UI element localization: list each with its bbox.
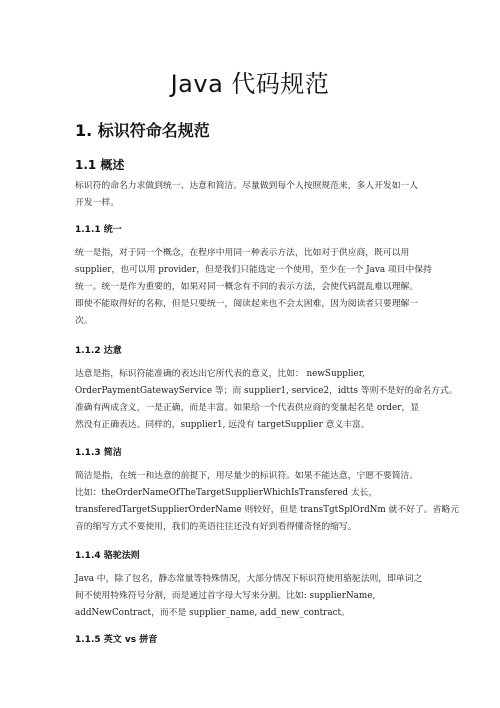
paragraph-line: 即使不能取得好的名称，但是只要统一，阅读起来也不会太困难，因为阅读者只要理解一 — [75, 299, 419, 309]
paragraph-line: 比如：theOrderNameOfTheTargetSupplierWhichIsTransfered 太长， — [75, 488, 378, 498]
paragraph-line: 音的缩写方式不要使用，我们的英语往往还没有好到看得懂奇怪的缩写。 — [75, 522, 357, 532]
section-1-1-heading: 1.1 概述 — [75, 158, 125, 172]
paragraph-line: addNewContract，而不是 supplier_name, add_new_contract。 — [75, 608, 350, 618]
paragraph-line: OrderPaymentGatewayService 等；而 supplier1, service2，idtts 等则不是好的命名方式。 — [75, 386, 458, 396]
paragraph-line: 次。 — [75, 316, 93, 326]
section-1-heading: 1. 标识符命名规范 — [75, 121, 210, 140]
document-title: Java 代码规范 — [170, 70, 330, 98]
paragraph-line: 准确有两成含义，一是正确，而是丰富。如果给一个代表供应商的变量起名是 order，显 — [75, 403, 420, 413]
section-1-1-1-heading: 1.1.1 统一 — [75, 225, 122, 235]
section-1-1-5-heading: 1.1.5 英文 vs 拼音 — [75, 635, 158, 645]
paragraph-line: 统一。统一是作为重要的，如果对同一概念有不同的表示方法，会使代码混乱难以理解。 — [75, 282, 419, 292]
section-1-1-3-heading: 1.1.3 简洁 — [75, 448, 122, 458]
paragraph-line: 间不使用特殊符号分割，而是通过首字母大写来分割。比如: supplierName, — [75, 591, 376, 601]
paragraph-line: 标识符的命名力求做到统一、达意和简洁。尽量做到每个人按照规范来，多人开发如一人 — [75, 181, 419, 191]
paragraph-line: supplier，也可以用 provider，但是我们只能选定一个使用，至少在一个 Java 项目中保持 — [75, 265, 432, 275]
overview-paragraph — [75, 178, 430, 212]
concise-paragraph — [75, 468, 459, 536]
paragraph-line: Java 中，除了包名，静态常量等特殊情况，大部分情况下标识符使用骆驼法则，即单词之 — [75, 574, 423, 584]
paragraph-line: 简洁是指，在统一和达意的前提下，用尽量少的标识符。如果不能达意，宁愿不要简洁。 — [75, 471, 419, 481]
camel-case-paragraph — [75, 571, 430, 622]
section-1-1-4-heading: 1.1.4 骆驼法则 — [75, 551, 140, 561]
paragraph-line: 然没有正确表达。同样的，supplier1, 远没有 targetSupplier 意义丰富。 — [75, 420, 370, 430]
paragraph-line: 统一是指，对于同一个概念，在程序中用同一种表示方法，比如对于供应商，既可以用 — [75, 248, 410, 258]
paragraph-line: 达意是指，标识符能准确的表达出它所代表的意义，比如： newSupplier, — [75, 369, 365, 379]
section-1-1-2-heading: 1.1.2 达意 — [75, 346, 122, 356]
unified-paragraph — [75, 245, 430, 330]
expressive-paragraph — [75, 366, 458, 434]
paragraph-line: transferedTargetSupplierOrderName 则较好，但是 transTgtSplOrdNm 就不好了。省略元 — [75, 505, 459, 515]
paragraph-line: 开发一样。 — [75, 198, 119, 208]
